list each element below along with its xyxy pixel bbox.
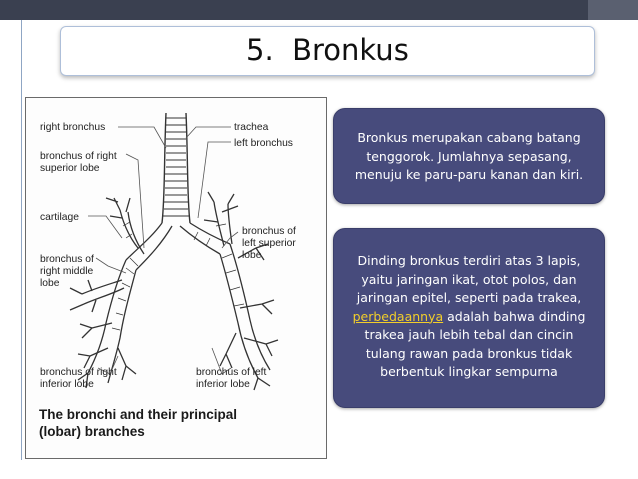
label-bronchus-left-inferior-lobe: bronchus of left inferior lobe bbox=[196, 367, 267, 390]
trachea-drawing bbox=[162, 113, 190, 223]
definition-text: Bronkus merupakan cabang batang tenggorok. Jumlahnya sepasang, menuju ke paru-paru kanan dan kiri. bbox=[354, 130, 584, 182]
left-bronchus-drawing bbox=[180, 192, 278, 390]
bronchi-figure bbox=[25, 97, 327, 459]
wall-text-before: Dinding bronkus terdiri atas 3 lapis, yaitu jaringan ikat, otot polos, dan jaringan epitel, seperti pada trakea, bbox=[356, 253, 582, 305]
label-bronchus-right-superior-lobe: bronchus of right superior lobe bbox=[40, 151, 117, 174]
perbedaannya-link[interactable]: perbedaannya bbox=[352, 308, 444, 324]
label-cartilage: cartilage bbox=[40, 212, 79, 223]
figure-caption: The bronchi and their principal (lobar) branches bbox=[39, 407, 238, 439]
label-left-bronchus: left bronchus bbox=[234, 138, 293, 149]
label-right-bronchus: right bronchus bbox=[40, 122, 106, 133]
top-bar-accent bbox=[588, 0, 638, 20]
info-box-wall-structure bbox=[333, 228, 605, 408]
top-bar bbox=[0, 0, 638, 20]
label-bronchus-left-superior-lobe: bronchus of left superior lobe bbox=[242, 226, 296, 261]
left-rule bbox=[21, 20, 22, 460]
label-bronchus-right-middle-lobe: bronchus of right middle lobe bbox=[40, 254, 94, 289]
label-bronchus-right-inferior-lobe: bronchus of right inferior lobe bbox=[40, 367, 117, 390]
info-box-definition bbox=[333, 108, 605, 204]
wall-text-after: adalah bahwa dinding trakea jauh lebih tebal dan cincin tulang rawan pada bronkus tidak berbentuk lingkar sempurna bbox=[364, 308, 586, 379]
right-bronchus-drawing bbox=[70, 198, 172, 388]
slide-title: 5. Bronkus bbox=[246, 33, 409, 67]
label-trachea: trachea bbox=[234, 122, 269, 133]
